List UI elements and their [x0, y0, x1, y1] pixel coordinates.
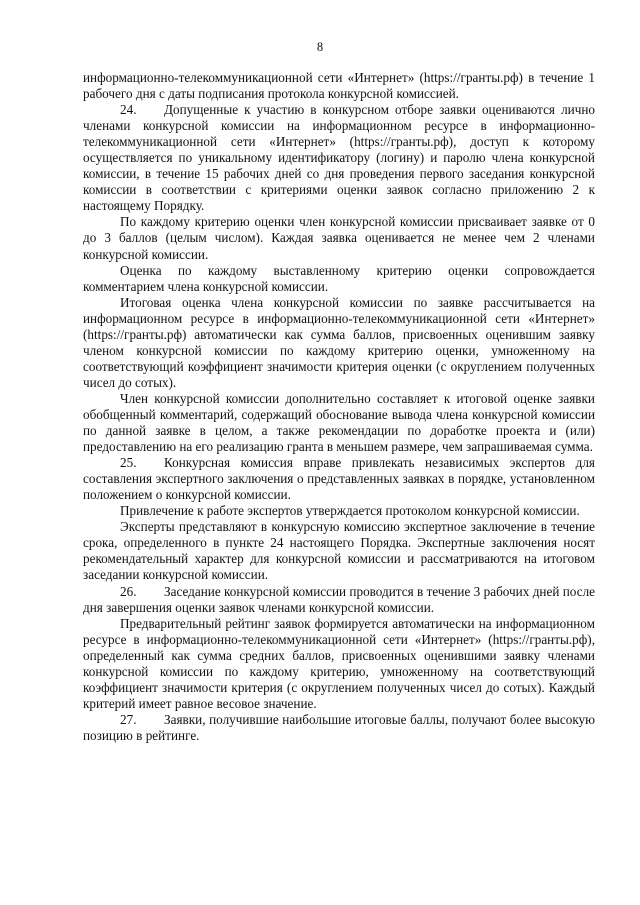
- paragraph-text: Заседание конкурсной комиссии проводится в течение 3 рабочих дней после дня завершения оценки заявок членами конкурсной комиссии.: [83, 583, 595, 615]
- clause-number: 26.: [120, 583, 137, 599]
- clause-24: [83, 102, 595, 214]
- clause-number: 27.: [120, 711, 137, 727]
- paragraph-text: Эксперты представляют в конкурсную комиссию экспертное заключение в течение срока, определенного в пункте 24 настоящего Порядка. Экспертные заключения носят рекомендательный характер для конкурсной комиссии и рассматриваются на итоговом заседании конкурсной комиссии.: [83, 519, 595, 583]
- clause-25: [83, 455, 595, 503]
- clause-number: 25.: [120, 455, 137, 471]
- paragraph-text: Итоговая оценка члена конкурсной комиссии по заявке рассчитывается на информационном ресурсе в информационно-телекоммуникационной сети «Интернет» (https://гранты.рф) автоматически как сумма баллов, присвоенных оценившим заявку членом конкурсной комиссии по каждому критерию оценки, умноженному на соответствующий коэффициент значимости критерия оценки (с округлением полученных чисел до сотых).: [83, 294, 595, 390]
- paragraph-continuation: [83, 70, 595, 102]
- paragraph-text: Конкурсная комиссия вправе привлекать независимых экспертов для составления экспертного заключения о представленных заявках в порядке, установленном положением о конкурсной комиссии.: [83, 455, 595, 503]
- paragraph-text: Допущенные к участию в конкурсном отборе заявки оцениваются лично членами конкурсной комиссии на информационном ресурсе в информационно-телекоммуникационной сети «Интернет» (https://гранты.рф), доступ к которому осуществляется по уникальному идентификатору (логину) и паролю члена конкурсной комиссии, в течение 15 рабочих дней со дня проведения первого заседания конкурсной комиссии в соответствии с критериями оценки заявок согласно приложению 2 к настоящему Порядку.: [83, 102, 595, 214]
- paragraph: [83, 214, 595, 262]
- page-number: 8: [316, 40, 324, 54]
- paragraph-text: По каждому критерию оценки член конкурсной комиссии присваивает заявке от 0 до 3 баллов (целым числом). Каждая заявка оценивается не менее чем 2 членами конкурсной комиссии.: [83, 214, 595, 262]
- clause-26: [83, 584, 595, 616]
- paragraph-text: Член конкурсной комиссии дополнительно составляет к итоговой оценке заявки обобщенный комментарий, содержащий обоснование вывода члена конкурсной комиссии по данной заявке в целом, а также рекомендации по доработке проекта и (или) предоставлению на его реализацию гранта в меньшем размере, чем запрашиваемая сумма.: [83, 390, 595, 455]
- paragraph-text: Оценка по каждому выставленному критерию оценки сопровождается комментарием члена конкурсной комиссии.: [83, 262, 595, 294]
- paragraph-text: Заявки, получившие наибольшие итоговые баллы, получают более высокую позицию в рейтинге.: [83, 711, 595, 743]
- paragraph: [83, 616, 595, 712]
- paragraph-text: информационно-телекоммуникационной сети «Интернет» (https://гранты.рф) в течение 1 рабочего дня с даты подписания протокола конкурсной комиссией.: [83, 70, 595, 102]
- clause-number: 24.: [120, 102, 137, 118]
- clause-27: [83, 712, 595, 744]
- paragraph: [83, 391, 595, 455]
- paragraph: [83, 295, 595, 391]
- paragraph: [83, 263, 595, 295]
- paragraph: [83, 519, 595, 583]
- paragraph: [83, 503, 595, 519]
- document-body: [83, 70, 595, 744]
- paragraph-text: Привлечение к работе экспертов утверждается протоколом конкурсной комиссии.: [120, 503, 580, 519]
- paragraph-text: Предварительный рейтинг заявок формируется автоматически на информационном ресурсе в информационно-телекоммуникационной сети «Интернет» (https://гранты.рф), определенный как сумма средних баллов, присвоенных оценившими заявку членами конкурсной комиссии по каждому критерию, умноженному на соответствующий коэффициент значимости критерия (с округлением полученных чисел до сотых). Каждый критерий имеет равное весовое значение.: [83, 615, 595, 711]
